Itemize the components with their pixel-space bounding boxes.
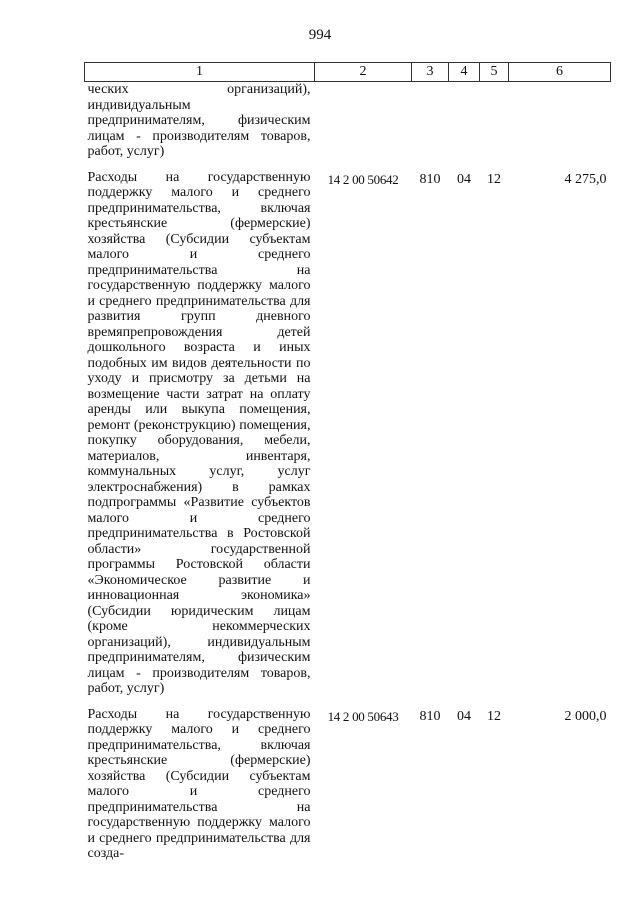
row-code xyxy=(315,82,412,170)
column-header: 5 xyxy=(480,63,509,82)
row-amount xyxy=(509,82,611,170)
row-amount: 4 275,0 xyxy=(564,171,607,187)
row-description: Расходы на государственную поддержку малого и среднего предпринимательства, включая крестьянские (фермерские) хозяйства (Субсидии субъектам малого и среднего предпринимательства на государственную поддержку малого и среднего предпринимательства для созда- xyxy=(87,706,311,861)
row-vr xyxy=(412,82,449,170)
row-description: Расходы на государственную поддержку малого и среднего предпринимательства, включая крестьянские (фермерские) хозяйства (Субсидии субъектам малого и среднего предпринимательства на государственную поддержку малого и среднего предпринимательства для развития групп дневного времяпрепровождения детей дошкольного возраста и иных подобных им видов деятельности по уходу и присмотру за детьми на возмещение части затрат на оплату аренды или выкупа помещения, ремонт (реконструкцию) помещения, покупку оборудования, мебели, материалов, инвентаря, коммунальных услуг, услуг электроснабжения) в рамках подпрограммы «Развитие субъектов малого и среднего предпринимательства в Ростовской области» государственной программы Ростовской области «Экономическое развитие и инновационная экономика» (Субсидии юридическим лицам (кроме некоммерческих организаций), индивидуальным предпринимателям, физическим лицам - производителям товаров, работ, услуг) xyxy=(87,169,311,696)
page-number: 994 xyxy=(308,27,332,43)
column-header: 3 xyxy=(412,63,449,82)
column-number-header-row xyxy=(85,63,611,82)
row-pr: 12 xyxy=(487,708,501,724)
row-amount: 2 000,0 xyxy=(564,708,607,724)
row-code: 14 2 00 50642 xyxy=(327,171,399,187)
row-vr: 810 xyxy=(419,171,441,187)
row-description: ческих организаций), индивидуальным предпринимателям, физическим лицам - производителям товаров, работ, услуг) xyxy=(87,82,311,159)
table-row xyxy=(85,707,611,862)
budget-table xyxy=(84,62,611,862)
column-header: 6 xyxy=(509,63,611,82)
column-header: 4 xyxy=(449,63,480,82)
row-pr xyxy=(480,82,509,170)
row-rz: 04 xyxy=(457,708,471,724)
row-rz: 04 xyxy=(457,171,471,187)
row-pr: 12 xyxy=(487,171,501,187)
column-header: 2 xyxy=(315,63,412,82)
row-rz xyxy=(449,82,480,170)
row-code: 14 2 00 50643 xyxy=(327,708,399,724)
row-vr: 810 xyxy=(419,708,441,724)
column-header: 1 xyxy=(85,63,315,82)
table-row xyxy=(85,170,611,707)
table-row xyxy=(85,82,611,170)
